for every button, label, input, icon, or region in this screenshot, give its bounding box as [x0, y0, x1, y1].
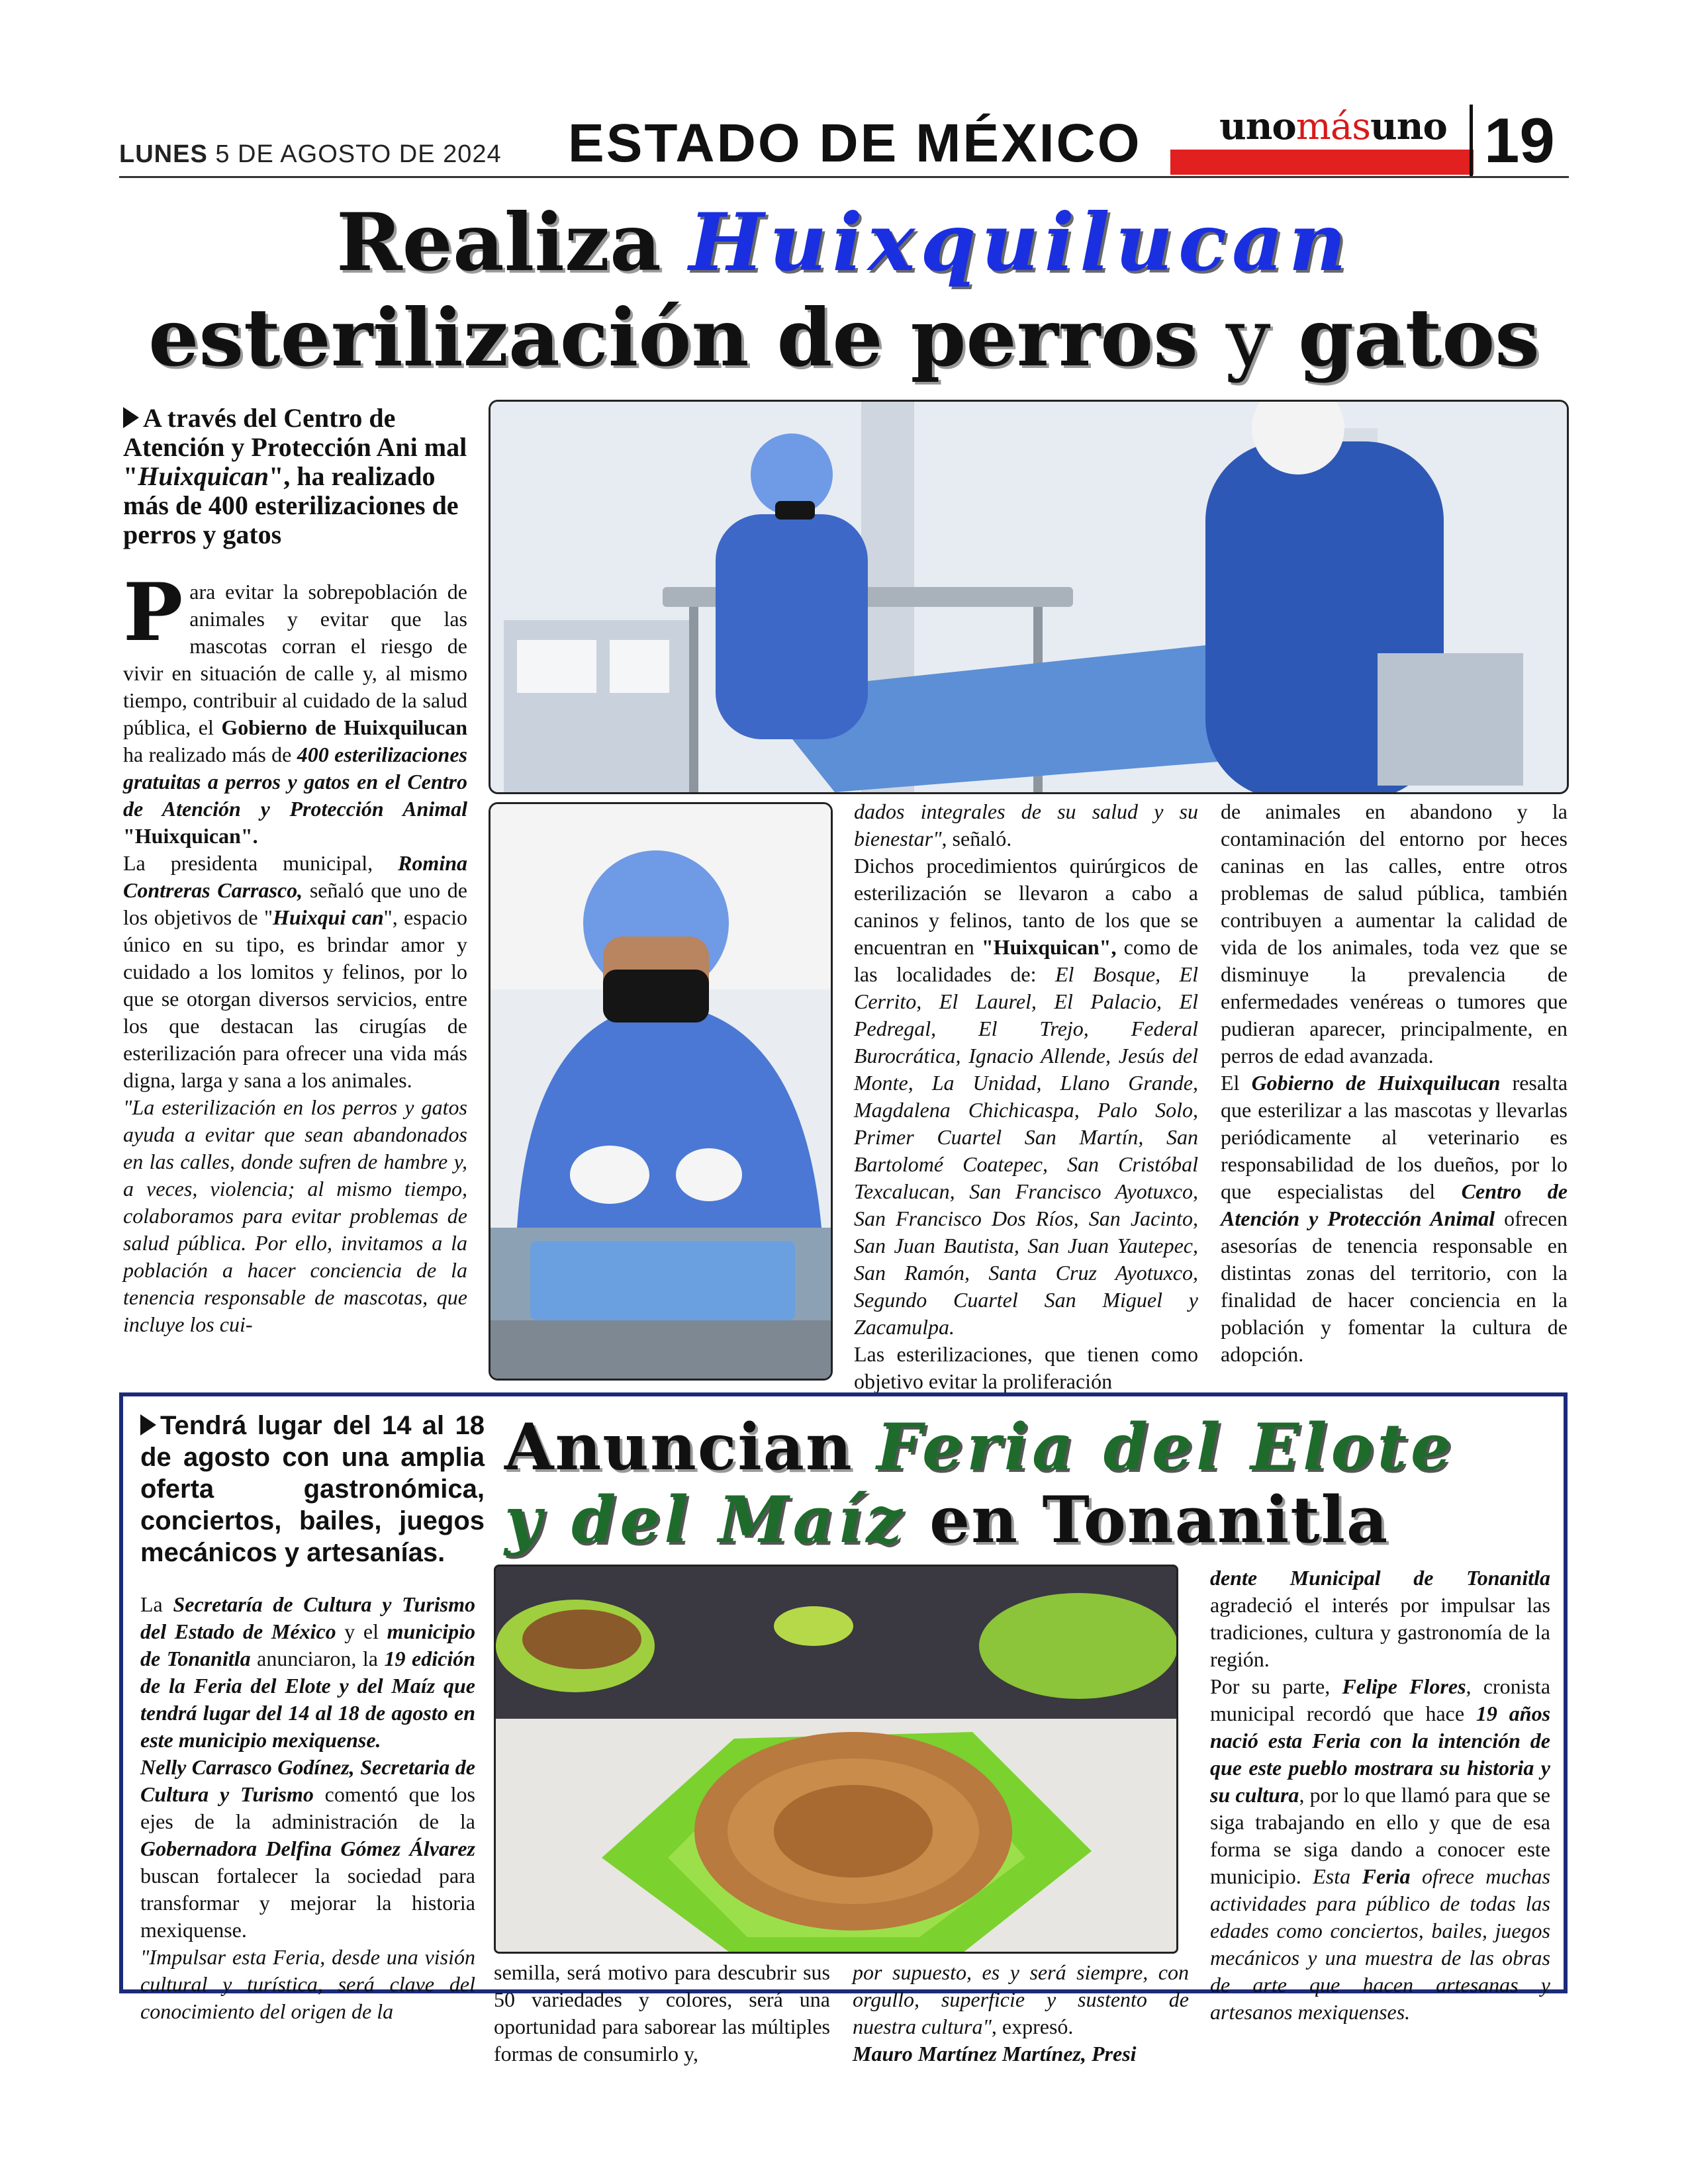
quote-paragraph: semilla, será motivo para descubrir sus 50 variedades y colores, será una oportunidad para saborear las múltiples formas de consumirlo y,	[494, 1960, 830, 2066]
paragraph: Nelly Carrasco Godínez, Secretaria de Cultura y Turismo comentó que los ejes de la administración de la Gobernadora Delfina Gómez Álvarez buscan fortalecer la sociedad para transformar y mejorar la historia mexiquense.	[140, 1755, 476, 1942]
page-number: 19	[1484, 105, 1555, 176]
header-vertical-rule	[1470, 105, 1473, 176]
article-1-column-1	[123, 566, 468, 1338]
article-1-column-2	[854, 798, 1198, 1395]
section-title: ESTADO DE MÉXICO	[568, 113, 1142, 173]
food-display-illustration	[496, 1567, 1178, 1954]
paragraph: de animales en abandono y la contaminación del entorno por heces caninas en las calles, entre otros problemas de salud pública, también contribuyen a aumentar la calidad de vida de los animales, toda vez que se disminuye la prevalencia de enfermedades venéreas o tumores que pudieran aparecer, principalmente, en perros de edad avanzada.	[1221, 799, 1568, 1068]
article-1-column-3	[1221, 798, 1568, 1368]
paragraph: dente Municipal de Tonanitla agradeció el interés por impulsar las tradiciones, cultura y gastronomía de la región.	[1210, 1566, 1550, 1671]
paragraph: El Gobierno de Huixquilucan resalta que esterilizar a las mascotas y llevarlas periódicamente al veterinario es responsabilidad de los dueños, por lo que especialistas del Centro de Atención y Protección Animal ofrecen asesorías de tenencia responsable en distintas zonas del territorio, con la finalidad de hacer conciencia en la población y fomentar la cultura de adopción.	[1221, 1071, 1568, 1366]
headline-2-line-2: y del Maíz en Tonanitla	[504, 1482, 1389, 1557]
paragraph: Para evitar la sobrepoblación de animales y evitar que las mascotas corran el riesgo de vivir en situación de calle y, al mismo tiempo, contribuir al cuidado de la salud pública, el Gobierno de Huixquilucan ha realizado más de 400 esterilizaciones gratuitas a perros y gatos en el Centro de Atención y Protección Animal "Huixquican".	[123, 566, 468, 848]
photo-veterinary-surgery	[489, 400, 1569, 794]
paragraph: Mauro Martínez Martínez, Presi	[853, 2042, 1137, 2066]
paragraph: por supuesto, es y será siempre, con orgullo, superficie y sustento de nuestra cultura", expresó.	[853, 1960, 1189, 2038]
newspaper-logo[interactable]: unomásuno	[1219, 105, 1447, 148]
quote-paragraph: "La esterilización en los perros y gatos ayuda a evitar que sean abandonados en las calles, donde sufren de hambre y, a veces, violencia; al mismo tiempo, colaboramos para evitar problemas de salud pública. Por ello, invitamos a la población a hacer conciencia de la tenencia responsable de mascotas, que incluye los cui-	[123, 1095, 467, 1336]
headline-1-line-2: esterilización de perros y gatos	[148, 291, 1540, 385]
triangle-bullet-icon	[123, 407, 139, 428]
triangle-bullet-icon	[140, 1414, 156, 1435]
paragraph: Las esterilizaciones, que tienen como objetivo evitar la proliferación	[854, 1342, 1198, 1393]
article-2-column-4	[1210, 1565, 1550, 2026]
surgeon-illustration	[491, 804, 833, 1381]
header-rule	[119, 176, 1569, 178]
quote-paragraph: "Impulsar esta Feria, desde una visión cultural y turística, será clave del conocimiento del origen de la	[140, 1945, 475, 2023]
headline-2-line-1: Anuncian Feria del Elote	[504, 1410, 1456, 1484]
headline-1-line-1: Realiza Huixquilucan	[336, 196, 1352, 289]
paragraph: La Secretaría de Cultura y Turismo del Estado de México y el municipio de Tonanitla anunciaron, la 19 edición de la Feria del Elote y del Maíz que tendrá lugar del 14 al 18 de agosto en este municipio mexiquense.	[140, 1592, 476, 1752]
photo-corn-fair-food	[494, 1565, 1178, 1954]
paragraph: La presidenta municipal, Romina Contreras Carrasco, señaló que uno de los objetivos de "Huixqui can", espacio único en su tipo, es brindar amor y cuidado a los lomitos y felinos, por lo que se otorgan diversos servicios, entre los que destacan las cirugías de esterilización para ofrecer una vida más digna, larga y sana a los animales.	[123, 851, 468, 1092]
drop-cap: P	[123, 566, 183, 659]
paragraph: Por su parte, Felipe Flores, cronista municipal recordó que hace 19 años nació esta Feria con la intención de que este pueblo mostrara su historia y su cultura, por lo que llamó para que se siga trabajando en ello y que de esa forma se siga dando a conocer este municipio. Esta Feria ofrece muchas actividades para público de todas las edades como conciertos, bailes, juegos mecánicos y una muestra de las obras de arte que hacen artesanas y artesanos mexiquenses.	[1210, 1674, 1551, 2024]
article-2-column-3	[853, 1959, 1189, 2068]
article-2-deck: Tendrá lugar del 14 al 18 de agosto con una amplia oferta gastronómica, conciertos, bailes, juegos mecánicos y artesanías.	[140, 1411, 485, 1567]
paragraph: dados integrales de su salud y su bienestar", señaló.	[854, 799, 1198, 850]
paragraph: Dichos procedimientos quirúrgicos de esterilización se llevaron a cabo a caninos y felinos, tanto de los que se encuentran en "Huixquican", como de las localidades de: El Bosque, El Cerrito, El Laurel, El Palacio, El Pedregal, El Trejo, Federal Burocrática, Ignacio Allende, Jesús del Monte, La Unidad, Llano Grande, Magdalena Chichicaspa, Palo Solo, Primer Cuartel San Martín, San Bartolomé Coatepec, San Cristóbal Texcalucan, San Francisco Ayotuxco, San Francisco Dos Ríos, San Jacinto, San Juan Bautista, San Juan Yautepec, San Ramón, Santa Cruz Ayotuxco, Segundo Cuartel San Miguel y Zacamulpa.	[854, 854, 1199, 1339]
surgery-scene-illustration	[491, 402, 1569, 794]
article-1-deck: A través del Centro de Atención y Protección Ani mal "Huixquican", ha realizado más de 400 esterilizaciones de perros y gatos	[123, 403, 467, 549]
issue-date: LUNES 5 DE AGOSTO DE 2024	[119, 140, 502, 168]
brand-red-bar	[1170, 150, 1474, 175]
photo-surgeon-operating	[489, 802, 833, 1381]
article-2-column-2	[494, 1959, 830, 2068]
article-2-column-1	[140, 1591, 475, 2025]
